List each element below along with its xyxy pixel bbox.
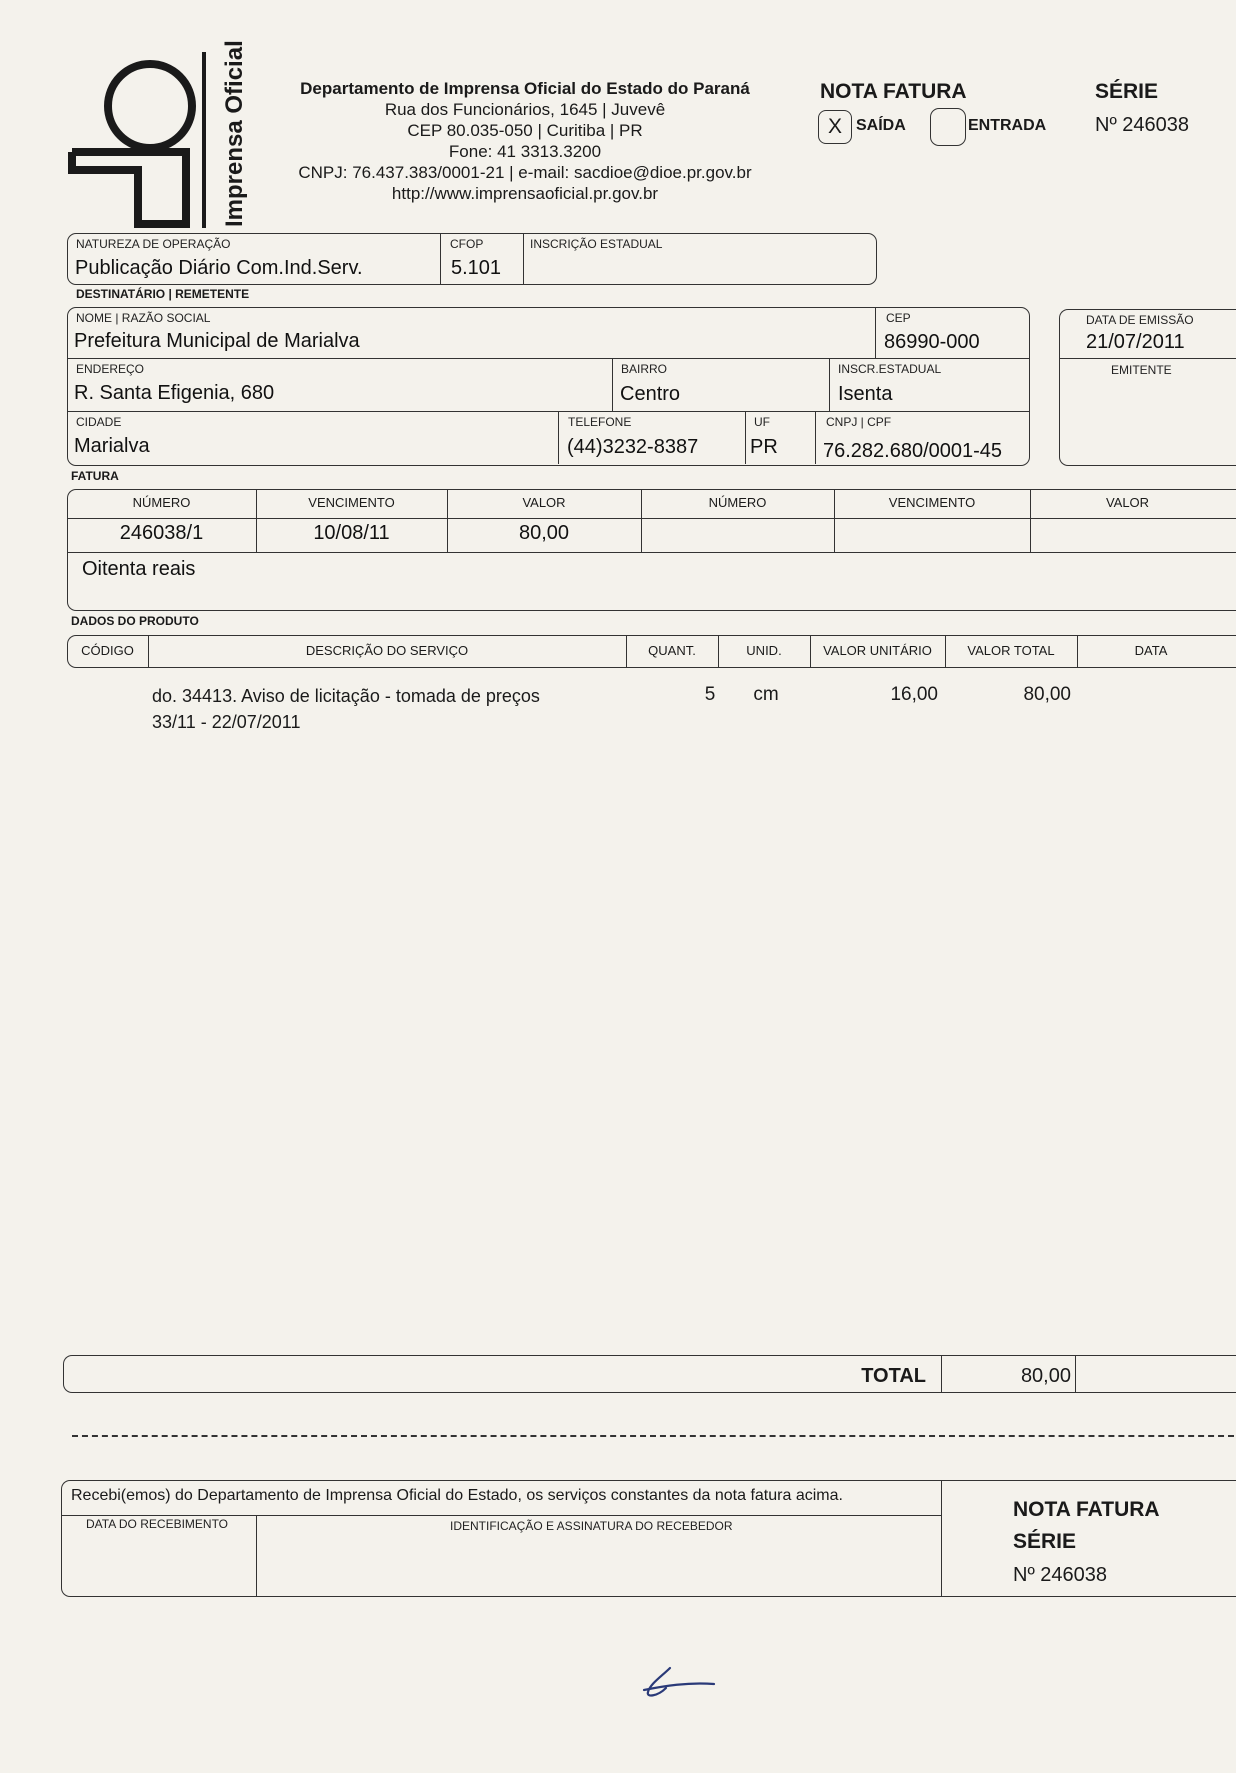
emission-date-value: 21/07/2011	[1086, 331, 1185, 353]
total-value: 80,00	[1020, 1365, 1071, 1387]
document-number: Nº 246038	[1095, 114, 1190, 136]
destinatario-section-label: DESTINATÁRIO | REMETENTE	[76, 287, 250, 301]
fatura-col-vencimento-2: VENCIMENTO	[888, 495, 976, 510]
produto-col-valor-total: VALOR TOTAL	[967, 643, 1055, 658]
receipt-signature-label: IDENTIFICAÇÃO E ASSINATURA DO RECEBEDOR	[450, 1519, 733, 1533]
item-quant: 5	[704, 684, 716, 705]
saida-mark: X	[827, 115, 842, 138]
item-valor-unitario: 16,00	[890, 684, 938, 705]
bairro-value: Centro	[620, 383, 681, 405]
fatura-col-valor-2: VALOR	[1105, 495, 1150, 510]
stub-title: NOTA FATURA	[1013, 1498, 1160, 1521]
fatura-amount-in-words: Oitenta reais	[82, 558, 196, 580]
cfop-label: CFOP	[450, 237, 484, 251]
cep-label: CEP	[886, 311, 911, 325]
serie-label: SÉRIE	[1095, 80, 1159, 103]
produto-col-codigo: CÓDIGO	[81, 643, 134, 658]
uf-label: UF	[754, 415, 770, 429]
endereco-value: R. Santa Efigenia, 680	[74, 382, 275, 404]
inscricao-label: INSCRIÇÃO ESTADUAL	[530, 237, 663, 251]
endereco-label: ENDEREÇO	[76, 362, 145, 376]
cidade-value: Marialva	[74, 435, 150, 457]
fatura-valor-value: 80,00	[518, 522, 570, 544]
department-website: http://www.imprensaoficial.pr.gov.br	[391, 184, 659, 203]
emitente-label: EMITENTE	[1111, 363, 1172, 377]
fatura-col-numero-1: NÚMERO	[132, 495, 191, 510]
fatura-col-vencimento-1: VENCIMENTO	[308, 495, 395, 510]
department-phone: Fone: 41 3313.3200	[448, 142, 602, 161]
produto-section-label: DADOS DO PRODUTO	[71, 614, 199, 628]
saida-label: SAÍDA	[856, 117, 906, 134]
item-descricao-line2: 33/11 - 22/07/2011	[152, 712, 301, 732]
item-unid: cm	[753, 684, 779, 705]
cnpj-label: CNPJ | CPF	[826, 415, 892, 429]
bairro-label: BAIRRO	[621, 362, 668, 376]
cidade-label: CIDADE	[76, 415, 122, 429]
cut-line	[72, 1435, 1234, 1437]
fatura-numero-value: 246038/1	[119, 522, 204, 544]
uf-value: PR	[750, 436, 778, 458]
inscr-estadual-label: INSCR.ESTADUAL	[838, 362, 942, 376]
emission-date-label: DATA DE EMISSÃO	[1086, 313, 1194, 327]
cnpj-value: 76.282.680/0001-45	[823, 440, 1003, 462]
fatura-section-label: FATURA	[71, 469, 119, 483]
department-cep: CEP 80.035-050 | Curitiba | PR	[407, 121, 643, 140]
natureza-label: NATUREZA DE OPERAÇÃO	[76, 237, 231, 251]
fatura-col-numero-2: NÚMERO	[708, 495, 767, 510]
department-address: Rua dos Funcionários, 1645 | Juvevê	[384, 100, 666, 119]
cfop-value: 5.101	[451, 257, 502, 279]
produto-col-descricao: DESCRIÇÃO DO SERVIÇO	[305, 643, 469, 658]
natureza-value: Publicação Diário Com.Ind.Serv.	[75, 257, 363, 279]
saida-checkbox[interactable]	[818, 110, 852, 144]
produto-col-valor-unitario: VALOR UNITÁRIO	[823, 643, 932, 658]
total-label: TOTAL	[861, 1365, 926, 1387]
nome-value: Prefeitura Municipal de Marialva	[74, 330, 360, 352]
cep-value: 86990-000	[884, 331, 980, 353]
receipt-date-label: DATA DO RECEBIMENTO	[86, 1517, 229, 1531]
department-name: Departamento de Imprensa Oficial do Estado do Paraná	[300, 79, 750, 98]
produto-col-data: DATA	[1134, 643, 1168, 658]
produto-col-unid: UNID.	[746, 643, 782, 658]
logo	[66, 40, 248, 230]
item-descricao	[152, 683, 540, 735]
entrada-label: ENTRADA	[968, 117, 1047, 134]
stub-serie: SÉRIE	[1013, 1530, 1077, 1553]
signature-scribble	[640, 1662, 720, 1702]
produto-col-quant: QUANT.	[648, 643, 696, 658]
nota-fatura-title: NOTA FATURA	[820, 80, 967, 103]
stub-number: Nº 246038	[1013, 1564, 1108, 1586]
department-header	[258, 78, 792, 204]
inscr-estadual-value: Isenta	[838, 383, 893, 405]
entrada-checkbox[interactable]	[930, 108, 966, 146]
item-valor-total: 80,00	[1023, 684, 1071, 705]
telefone-value: (44)3232-8387	[567, 436, 699, 458]
nome-label: NOME | RAZÃO SOCIAL	[76, 311, 211, 325]
fatura-col-valor-1: VALOR	[522, 495, 566, 510]
department-cnpj: CNPJ: 76.437.383/0001-21 | e-mail: sacdioe@dioe.pr.gov.br	[298, 163, 752, 182]
item-descricao-line1: do. 34413. Aviso de licitação - tomada de preços	[152, 686, 540, 706]
receipt-statement: Recebi(emos) do Departamento de Imprensa Oficial do Estado, os serviços constantes da nota fatura acima.	[71, 1487, 843, 1504]
fatura-vencimento-value: 10/08/11	[313, 522, 390, 544]
logo-vertical-text: Imprensa Oficial	[221, 40, 248, 227]
telefone-label: TELEFONE	[568, 415, 632, 429]
